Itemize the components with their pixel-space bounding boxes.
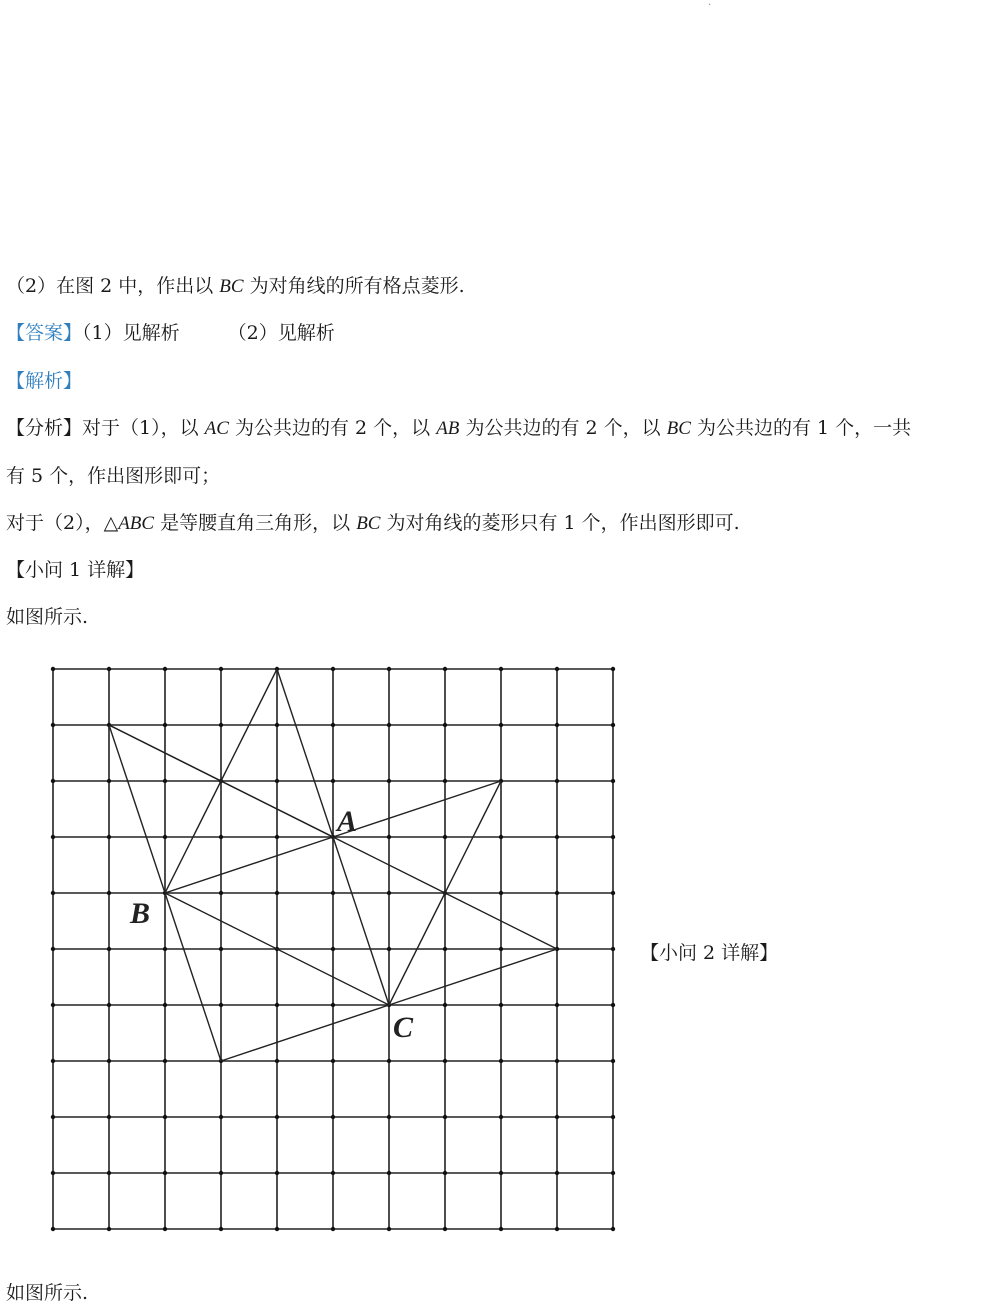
segment-ac: AC <box>204 418 229 439</box>
grid-point <box>275 1227 279 1231</box>
grid-point <box>275 1171 279 1175</box>
grid-point <box>107 947 111 951</box>
grid-point <box>387 667 391 671</box>
edge-9 <box>333 837 389 1005</box>
fenxi-text-3: 为公共边的有 2 个，以 <box>459 417 667 439</box>
fenxi-line-1 <box>6 416 911 441</box>
grid-point <box>387 1115 391 1119</box>
sub-question-2-heading: 【小问 2 详解】 <box>640 942 779 964</box>
grid-point <box>275 1003 279 1007</box>
grid-point <box>499 1115 503 1119</box>
grid-point <box>611 835 615 839</box>
part2-text-3: 为对角线的菱形只有 1 个，作出图形即可. <box>380 512 740 534</box>
segment-bc-3: BC <box>356 513 381 534</box>
grid-point <box>443 947 447 951</box>
grid-point <box>499 667 503 671</box>
grid-point <box>611 1059 615 1063</box>
grid-point <box>331 1059 335 1063</box>
grid-point <box>611 891 615 895</box>
grid-point <box>443 835 447 839</box>
edge-13 <box>389 949 557 1005</box>
grid-rhombus-figure <box>0 640 640 1240</box>
grid-point <box>555 1227 559 1231</box>
grid-point <box>555 891 559 895</box>
grid-point <box>163 723 167 727</box>
grid-point <box>219 667 223 671</box>
label-a: A <box>337 805 358 838</box>
grid-point <box>331 891 335 895</box>
edge-3 <box>277 669 333 837</box>
part-2-analysis <box>6 511 740 536</box>
grid-point <box>555 1003 559 1007</box>
label-c: C <box>393 1011 414 1044</box>
grid-point <box>51 891 55 895</box>
grid-point <box>51 723 55 727</box>
grid-point <box>219 1003 223 1007</box>
grid-point <box>51 1171 55 1175</box>
grid-point <box>51 1115 55 1119</box>
grid-point <box>107 835 111 839</box>
grid-point <box>275 891 279 895</box>
grid-point <box>331 1227 335 1231</box>
answer-part-2: （2）见解析 <box>227 322 335 344</box>
grid-point <box>51 835 55 839</box>
grid-point <box>219 1171 223 1175</box>
grid-point <box>219 835 223 839</box>
grid-point <box>443 1059 447 1063</box>
grid-point <box>331 1115 335 1119</box>
grid-point <box>611 1171 615 1175</box>
grid-point <box>163 779 167 783</box>
segment-bc: BC <box>219 276 244 297</box>
as-shown-2: 如图所示. <box>6 1282 89 1304</box>
grid-point <box>331 1003 335 1007</box>
grid-point <box>219 947 223 951</box>
grid-point <box>107 779 111 783</box>
segment-ab: AB <box>436 418 460 439</box>
edge-6 <box>165 837 333 893</box>
grid-point <box>275 1115 279 1119</box>
grid-point <box>443 1227 447 1231</box>
grid-point <box>219 1115 223 1119</box>
grid-point <box>107 1171 111 1175</box>
grid-point <box>51 1003 55 1007</box>
grid-point <box>611 667 615 671</box>
grid-point <box>163 1003 167 1007</box>
fenxi-label: 【分析】 <box>6 417 83 439</box>
grid-point <box>51 947 55 951</box>
grid-point <box>275 723 279 727</box>
grid-point <box>611 779 615 783</box>
grid-point <box>275 835 279 839</box>
grid-point <box>387 835 391 839</box>
grid-point <box>499 723 503 727</box>
grid-point <box>499 947 503 951</box>
grid-point <box>611 723 615 727</box>
segment-bc-2: BC <box>666 418 691 439</box>
grid-point <box>163 947 167 951</box>
edge-7 <box>333 781 501 837</box>
grid-point <box>331 779 335 783</box>
grid-point <box>555 779 559 783</box>
grid-point <box>387 1171 391 1175</box>
grid-point <box>51 1227 55 1231</box>
grid-point <box>611 1227 615 1231</box>
grid-point <box>387 779 391 783</box>
grid-point <box>219 1227 223 1231</box>
grid-point <box>331 947 335 951</box>
answer-line <box>6 321 335 345</box>
grid-point <box>107 1115 111 1119</box>
grid-point <box>387 1227 391 1231</box>
grid-point <box>499 1059 503 1063</box>
grid-point <box>107 1059 111 1063</box>
grid-point <box>163 667 167 671</box>
question-2-text <box>6 274 465 299</box>
edge-16 <box>221 1005 389 1061</box>
grid-point <box>107 1227 111 1231</box>
grid-point <box>443 723 447 727</box>
grid-point <box>163 1171 167 1175</box>
grid-point <box>555 1059 559 1063</box>
grid-point <box>107 667 111 671</box>
grid-point <box>555 1115 559 1119</box>
fenxi-text-2: 为公共边的有 2 个，以 <box>228 417 437 439</box>
edge-2 <box>109 725 165 893</box>
question-2-suffix: 为对角线的所有格点菱形. <box>243 275 465 297</box>
grid-point <box>499 1003 503 1007</box>
grid-point <box>163 1115 167 1119</box>
sub-question-1-heading: 【小问 1 详解】 <box>6 559 145 581</box>
grid-point <box>275 779 279 783</box>
answer-part-1: （1）见解析 <box>82 322 180 344</box>
fenxi-text-4: 为公共边的有 1 个，一共 <box>690 417 912 439</box>
triangle-abc: ABC <box>118 513 155 534</box>
grid-point <box>499 891 503 895</box>
grid-point <box>219 891 223 895</box>
grid-point <box>51 667 55 671</box>
question-2-prefix: （2）在图 2 中，作出以 <box>6 275 220 297</box>
grid-point <box>387 947 391 951</box>
grid-point <box>163 1059 167 1063</box>
part2-text-2: 是等腰直角三角形，以 <box>154 512 357 534</box>
grid-point <box>555 667 559 671</box>
edge-15 <box>165 893 221 1061</box>
grid-point <box>555 723 559 727</box>
grid-point <box>443 1115 447 1119</box>
grid-point <box>443 1171 447 1175</box>
grid-point <box>107 1003 111 1007</box>
grid-point <box>443 1003 447 1007</box>
grid-point <box>611 947 615 951</box>
grid-point <box>163 835 167 839</box>
grid-point <box>387 723 391 727</box>
grid-point <box>387 891 391 895</box>
grid-point <box>611 1115 615 1119</box>
grid-point <box>275 1059 279 1063</box>
fenxi-line-2: 有 5 个，作出图形即可； <box>6 465 221 487</box>
grid-point <box>555 1171 559 1175</box>
grid-point <box>499 835 503 839</box>
label-b: B <box>130 897 151 930</box>
grid-point <box>387 1059 391 1063</box>
grid-point <box>555 835 559 839</box>
grid-point <box>443 667 447 671</box>
part2-text-1: 对于（2），△ <box>6 512 119 534</box>
grid-point <box>331 1171 335 1175</box>
grid-point <box>499 1227 503 1231</box>
grid-point <box>331 667 335 671</box>
fenxi-text-1: 对于（1），以 <box>82 417 205 439</box>
answer-label: 【答案】 <box>6 322 83 344</box>
grid-point <box>611 1003 615 1007</box>
grid-point <box>51 779 55 783</box>
analysis-label: 【解析】 <box>6 370 83 392</box>
as-shown-1: 如图所示. <box>6 606 89 628</box>
grid-point <box>499 1171 503 1175</box>
grid-point <box>219 723 223 727</box>
stray-dot: · <box>708 0 712 11</box>
grid-point <box>443 779 447 783</box>
grid-point <box>163 1227 167 1231</box>
grid-point <box>107 891 111 895</box>
grid-point <box>51 1059 55 1063</box>
grid-point <box>331 723 335 727</box>
